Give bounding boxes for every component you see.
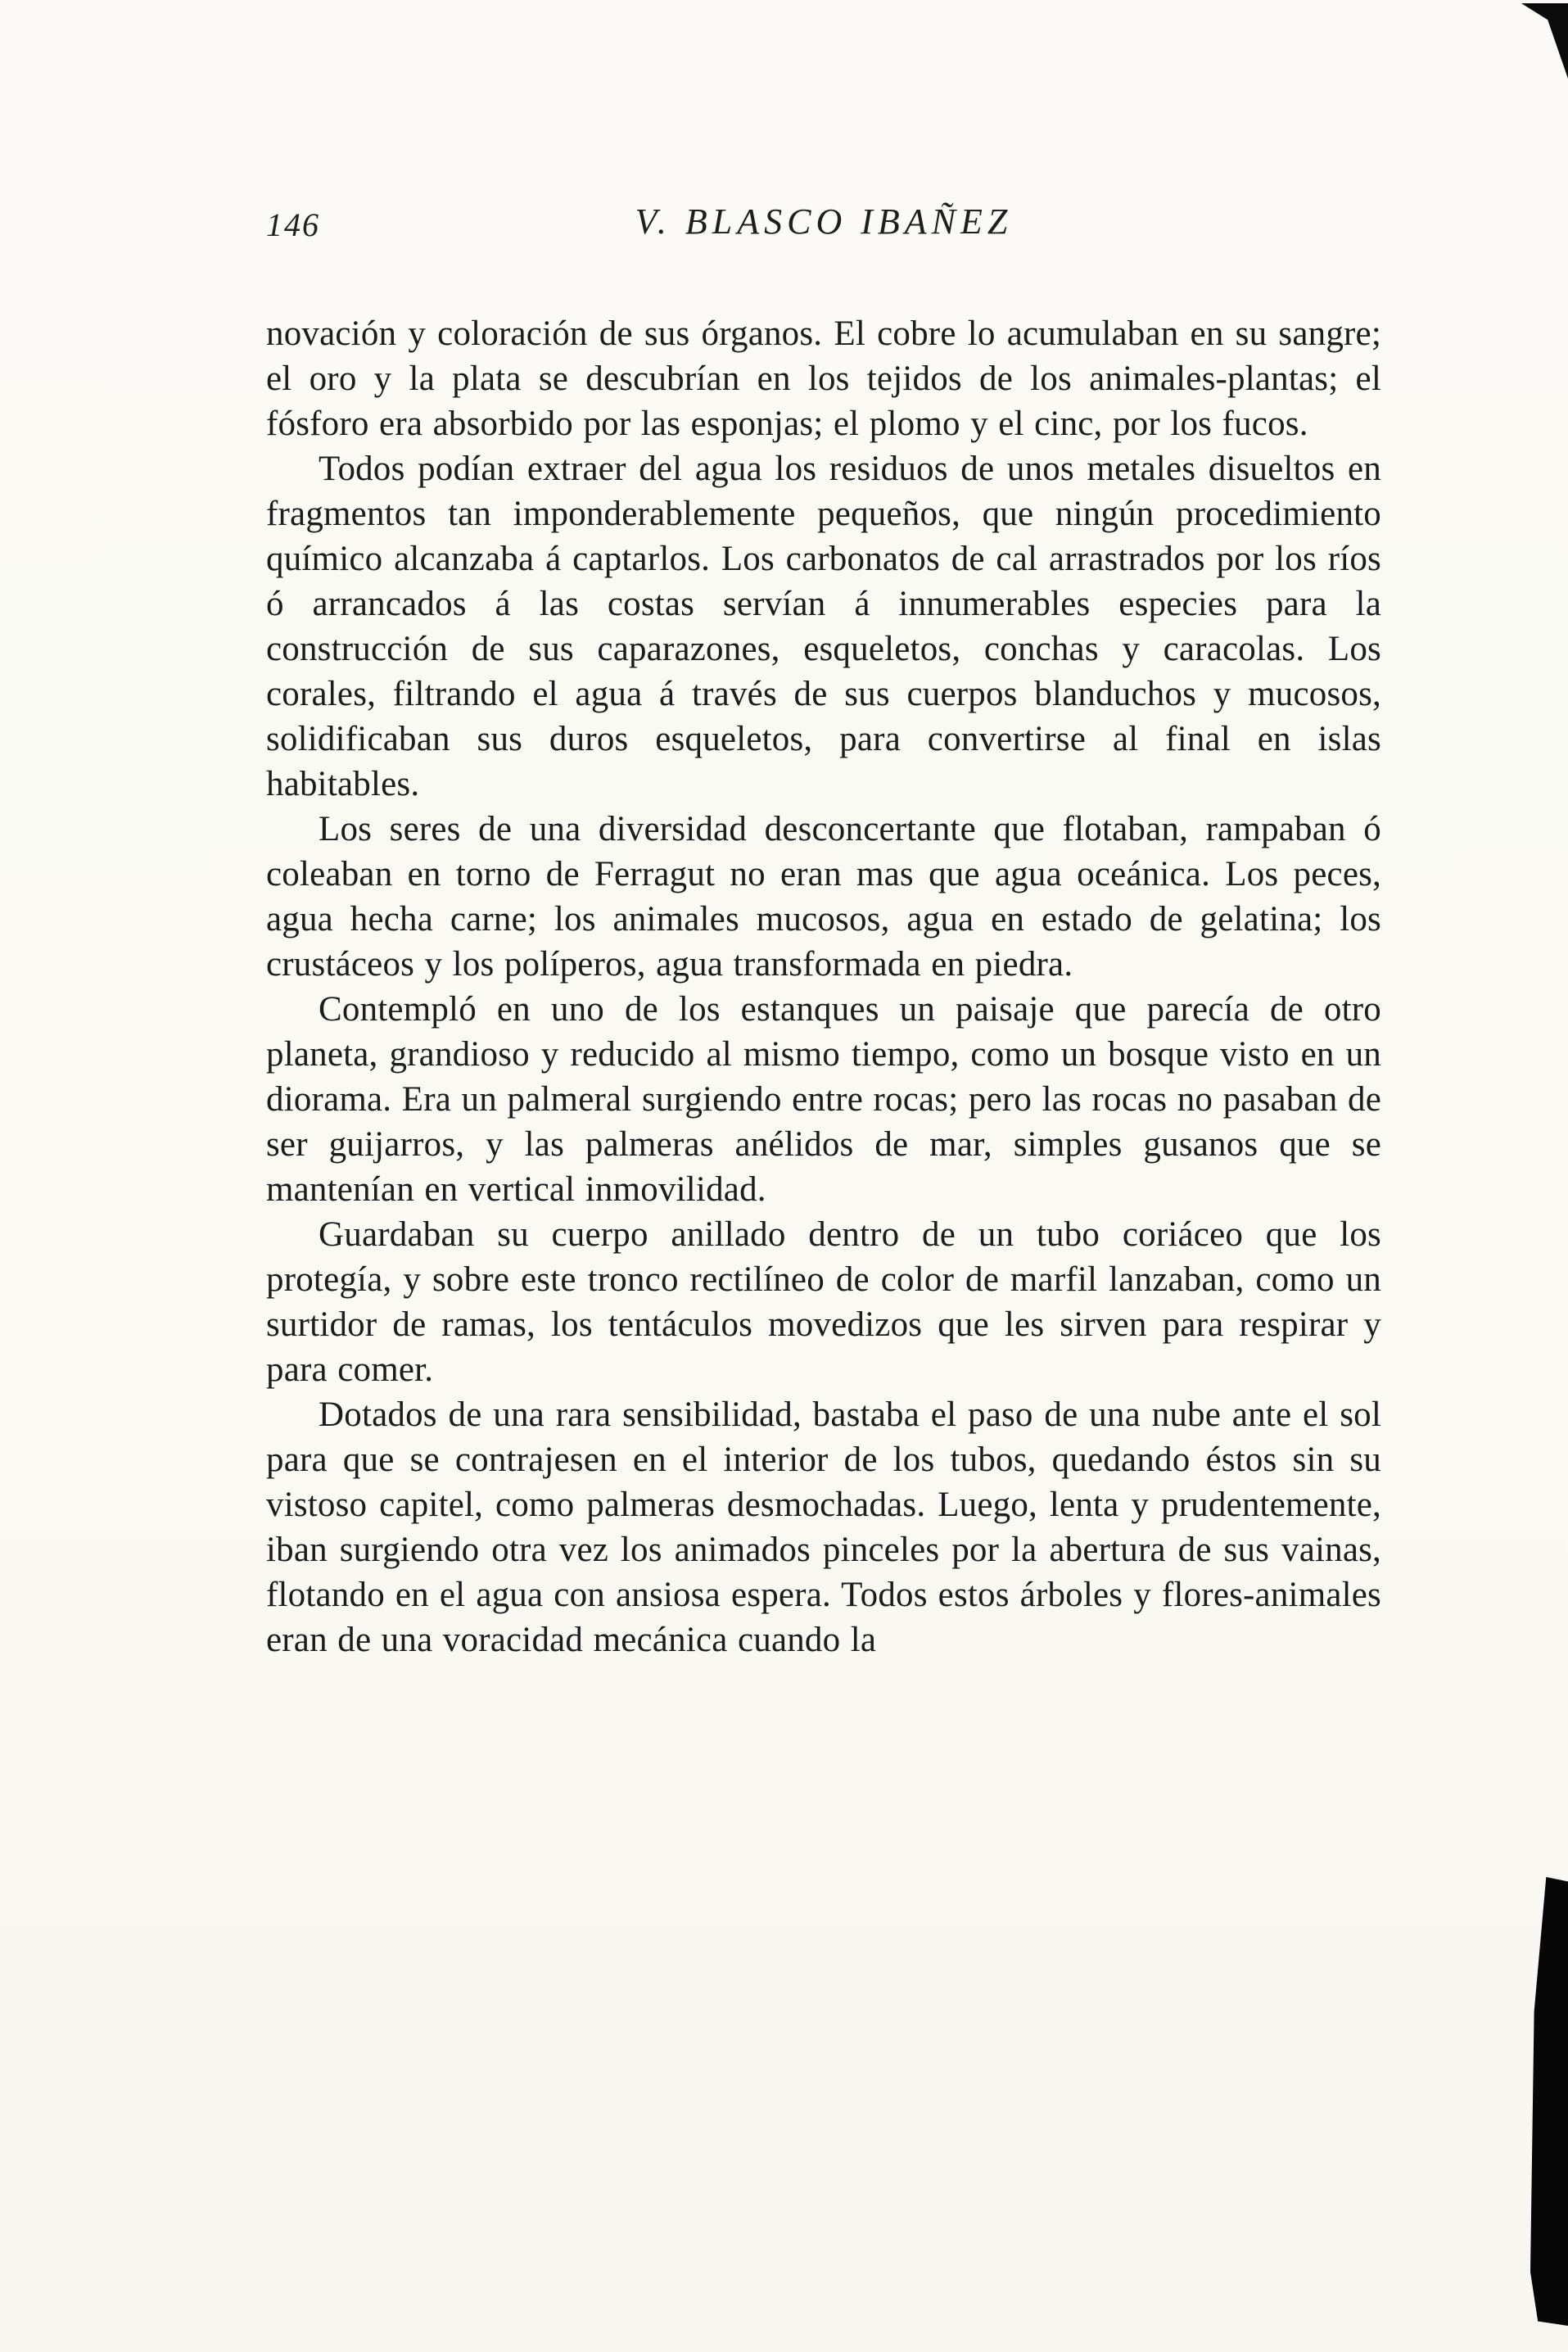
paragraph-2: Todos podían extraer del agua los residuos de unos metales disueltos en fragmentos tan imponderablemente pequeños, que ningún procedimiento químico alcanzaba á captarlos. Los carbonatos de cal arrastrados por los ríos ó arrancados á las costas servían á innumerables especies para la construcción de sus caparazones, esqueletos, conchas y caracolas. Los corales, filtrando el agua á través de sus cuerpos blanduchos y mucosos, solidificaban sus duros esqueletos, para convertirse al final en islas habitables.	[266, 450, 1381, 803]
page-number: 146	[266, 206, 320, 243]
paragraph-5: Guardaban su cuerpo anillado dentro de un tubo coriáceo que los protegía, y sobre este tronco rectilíneo de color de marfil lanzaban, como un surtidor de ramas, los tentáculos movedizos que les sirven para respirar y para comer.	[266, 1215, 1381, 1389]
paragraph-3: Los seres de una diversidad desconcertante que flotaban, rampaban ó coleaban en torno de Ferragut no eran mas que agua oceánica. Los peces, agua hecha carne; los animales mucosos, agua en estado de gelatina; los crustáceos y los políperos, agua transformada en piedra.	[266, 810, 1381, 984]
body-text	[266, 311, 1381, 1662]
page-header	[266, 201, 1381, 253]
paragraph-1: novación y coloración de sus órganos. El cobre lo acumulaban en su sangre; el oro y la plata se descubrían en los tejidos de los animales-plantas; el fósforo era absorbido por las esponjas; el plomo y el cinc, por los fucos.	[266, 314, 1381, 443]
scan-artifact-edge	[1530, 1877, 1568, 2326]
paragraph-4: Contempló en uno de los estanques un paisaje que parecía de otro planeta, grandioso y reducido al mismo tiempo, como un bosque visto en un diorama. Era un palmeral surgiendo entre rocas; pero las rocas no pasaban de ser guijarros, y las palmeras anélidos de mar, simples gusanos que se mantenían en vertical inmovilidad.	[266, 990, 1381, 1209]
paragraph-6: Dotados de una rara sensibilidad, bastaba el paso de una nube ante el sol para que se contrajesen en el interior de los tubos, quedando éstos sin su vistoso capitel, como palmeras desmochadas. Luego, lenta y prudentemente, iban surgiendo otra vez los animados pinceles por la abertura de sus vainas, flotando en el agua con ansiosa espera. Todos estos árboles y flores-animales eran de una voracidad mecánica cuando la	[266, 1395, 1381, 1659]
running-title: V. BLASCO IBAÑEZ	[635, 201, 1013, 242]
scan-artifact-corner	[1517, 3, 1568, 79]
